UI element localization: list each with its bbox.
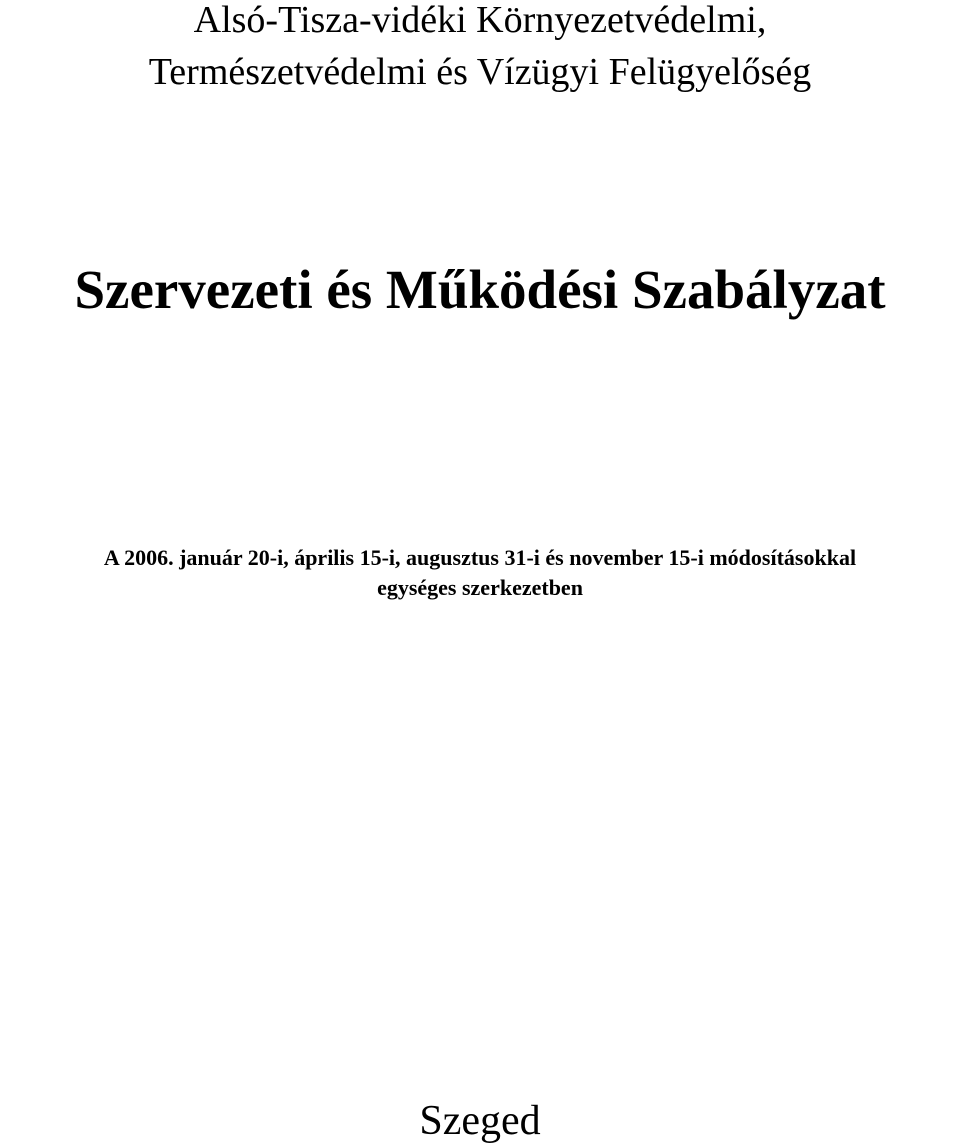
organization-name-line-2: Természetvédelmi és Vízügyi Felügyelőség	[148, 51, 812, 93]
document-subtitle-line-2: egységes szerkezetben	[377, 575, 583, 600]
document-title: Szervezeti és Működési Szabályzat	[74, 259, 886, 320]
document-subtitle-line-1: A 2006. január 20-i, április 15-i, augusztus 31-i és november 15-i módosításokkal	[103, 545, 857, 570]
document-place: Szeged	[419, 1098, 541, 1144]
organization-name-line-1: Alsó-Tisza-vidéki Környezetvédelmi,	[193, 0, 767, 41]
